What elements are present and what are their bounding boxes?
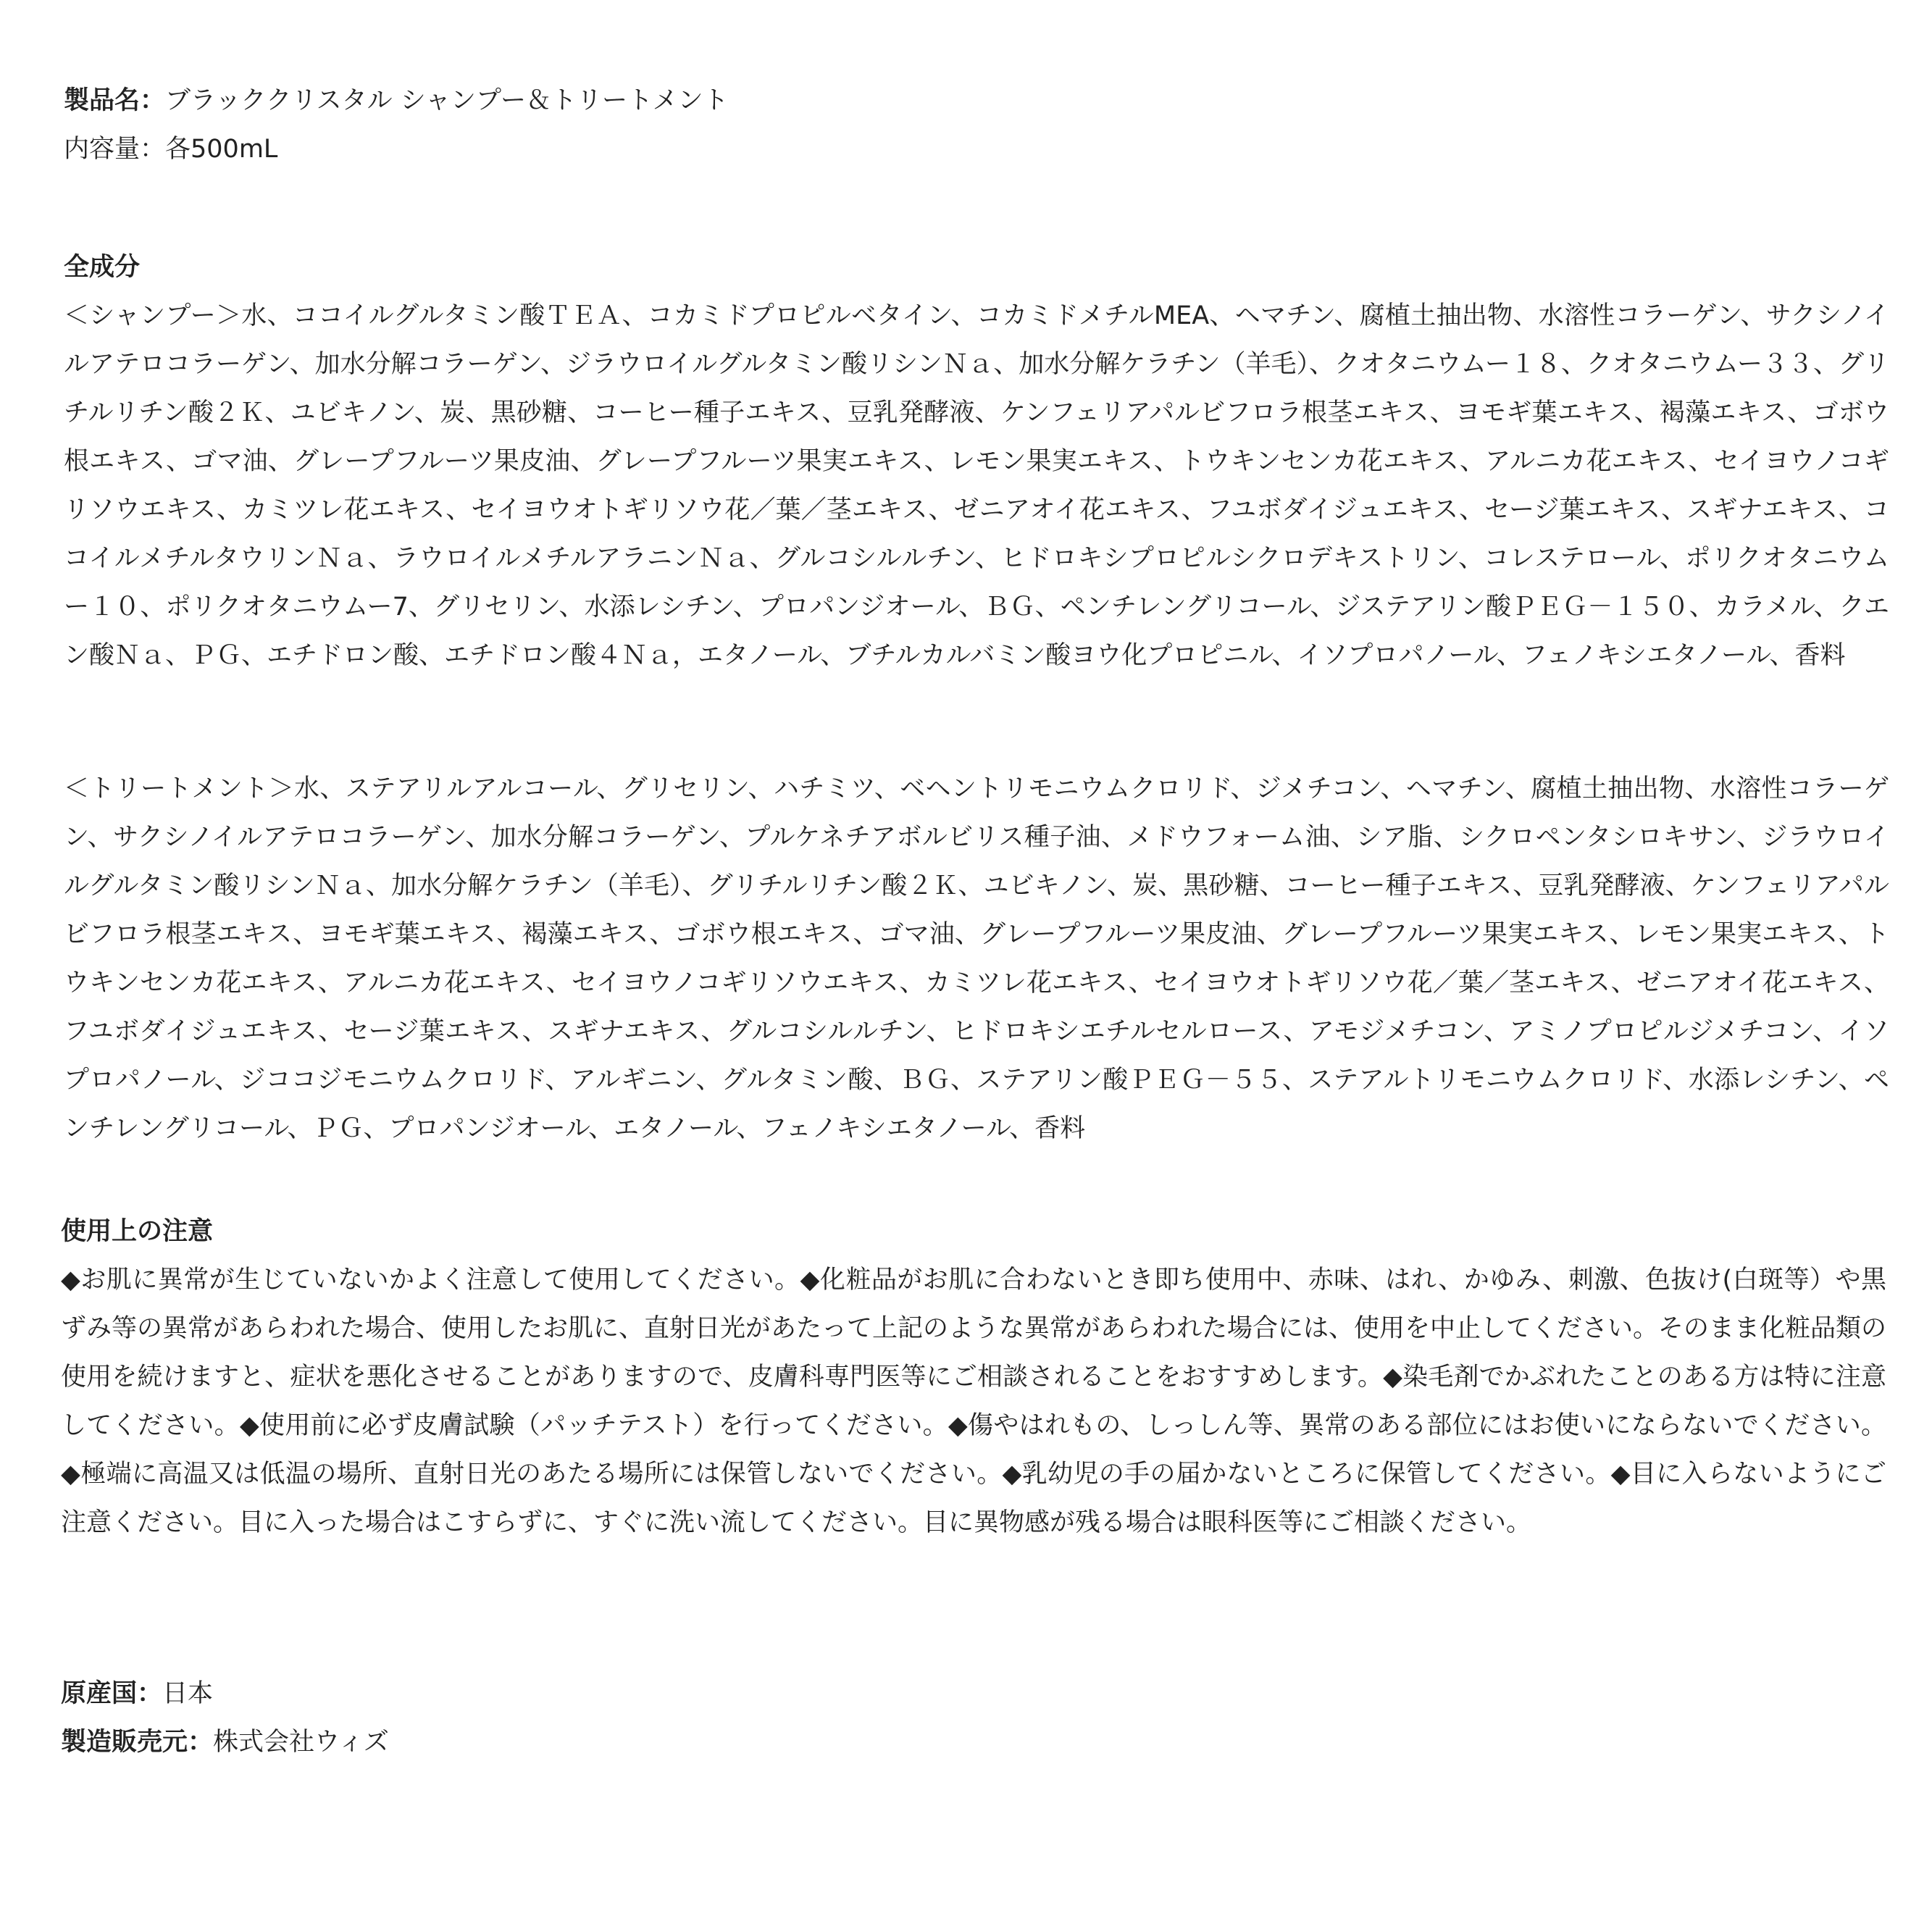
product-volume-row [64, 125, 1889, 174]
country-label: 原産国： [61, 1679, 163, 1708]
treatment-section [64, 765, 1889, 1153]
product-name-value: ブラッククリスタル シャンプー＆トリートメント [165, 86, 729, 115]
shampoo-ingredients: ＜シャンプー＞水、ココイルグルタミン酸ＴＥＡ、コカミドプロピルベタイン、コカミドメチルMEA、ヘマチン、腐植土抽出物、水溶性コラーゲン、サクシノイルアテロコラーゲン、加水分解コラーゲン、ジラウロイルグルタミン酸リシンＮａ、加水分解ケラチン（羊毛）、クオタニウムー１８、クオタニウムー３３、グリチルリチン酸２Ｋ、ユビキノン、炭、黒砂糖、コーヒー種子エキス、豆乳発酵液、ケンフェリアパルビフロラ根茎エキス、ヨモギ葉エキス、褐藻エキス、ゴボウ根エキス、ゴマ油、グレープフルーツ果皮油、グレープフルーツ果実エキス、レモン果実エキス、トウキンセンカ花エキス、アルニカ花エキス、セイヨウノコギリソウエキス、カミツレ花エキス、セイヨウオトギリソウ花／葉／茎エキス、ゼニアオイ花エキス、フユボダイジュエキス、セージ葉エキス、スギナエキス、ココイルメチルタウリンＮａ、ラウロイルメチルアラニンＮａ、グルコシルルチン、ヒドロキシプロピルシクロデキストリン、コレステロール、ポリクオタニウムー１０、ポリクオタニウムー7、グリセリン、水添レシチン、プロパンジオール、ＢＧ、ペンチレングリコール、ジステアリン酸ＰＥＧ－１５０、カラメル、クエン酸Ｎａ、ＰＧ、エチドロン酸、エチドロン酸４Ｎａ，エタノール、ブチルカルバミン酸ヨウ化プロピニル、イソプロパノール、フェノキシエタノール、香料 [64, 301, 1889, 670]
ingredients-heading: 全成分 [64, 253, 141, 282]
country-row [61, 1670, 1886, 1718]
product-summary [64, 77, 1889, 174]
product-name-label: 製品名： [64, 86, 166, 115]
country-value: 日本 [162, 1679, 214, 1708]
caution-text: ◆お肌に異常が生じていないかよく注意して使用してください。◆化粧品がお肌に合わないとき即ち使用中、赤味、はれ、かゆみ、刺激、色抜け(白斑等）や黒ずみ等の異常があらわれた場合、使用したお肌に、直射日光があたって上記のような異常があらわれた場合には、使用を中止してください。そのまま化粧品類の使用を続けますと、症状を悪化させることがありますので、皮膚科専門医等にご相談されることをおすすめします。◆染毛剤でかぶれたことのある方は特に注意してください。◆使用前に必ず皮膚試験（パッチテスト）を行ってください。◆傷やはれもの、しっしん等、異常のある部位にはお使いにならないでください。◆極端に高温又は低温の場所、直射日光のあたる場所には保管しないでください。◆乳幼児の手の届かないところに保管してください。◆目に入らないようにご注意ください。目に入った場合はこすらずに、すぐに洗い流してください。目に異物感が残る場合は眼科医等にご相談ください。 [61, 1266, 1887, 1537]
maker-value: 株式会社ウィズ [213, 1728, 389, 1757]
maker-label: 製造販売元： [61, 1728, 214, 1757]
product-name-row [64, 77, 1889, 125]
origin-section [61, 1670, 1886, 1767]
product-volume-label: 内容量： [64, 135, 166, 164]
caution-heading: 使用上の注意 [61, 1217, 214, 1246]
caution-section [61, 1208, 1886, 1547]
treatment-ingredients: ＜トリートメント＞水、ステアリルアルコール、グリセリン、ハチミツ、ベヘントリモニウムクロリド、ジメチコン、ヘマチン、腐植土抽出物、水溶性コラーゲン、サクシノイルアテロコラーゲン、加水分解コラーゲン、プルケネチアボルビリス種子油、メドウフォーム油、シア脂、シクロペンタシロキサン、ジラウロイルグルタミン酸リシンＮａ、加水分解ケラチン（羊毛）、グリチルリチン酸２Ｋ、ユビキノン、炭、黒砂糖、コーヒー種子エキス、豆乳発酵液、ケンフェリアパルビフロラ根茎エキス、ヨモギ葉エキス、褐藻エキス、ゴボウ根エキス、ゴマ油、グレープフルーツ果皮油、グレープフルーツ果実エキス、レモン果実エキス、トウキンセンカ花エキス、アルニカ花エキス、セイヨウノコギリソウエキス、カミツレ花エキス、セイヨウオトギリソウ花／葉／茎エキス、ゼニアオイ花エキス、フユボダイジュエキス、セージ葉エキス、スギナエキス、グルコシルルチン、ヒドロキシエチルセルロース、アモジメチコン、アミノプロピルジメチコン、イソプロパノール、ジココジモニウムクロリド、アルギニン、グルタミン酸、ＢＧ、ステアリン酸ＰＥＧ－５５、ステアルトリモニウムクロリド、水添レシチン、ペンチレングリコール、ＰＧ、プロパンジオール、エタノール、フェノキシエタノール、香料 [64, 774, 1889, 1143]
maker-row [61, 1718, 1886, 1767]
ingredients-section [64, 243, 1889, 680]
product-volume-value: 各500mL [165, 135, 278, 164]
